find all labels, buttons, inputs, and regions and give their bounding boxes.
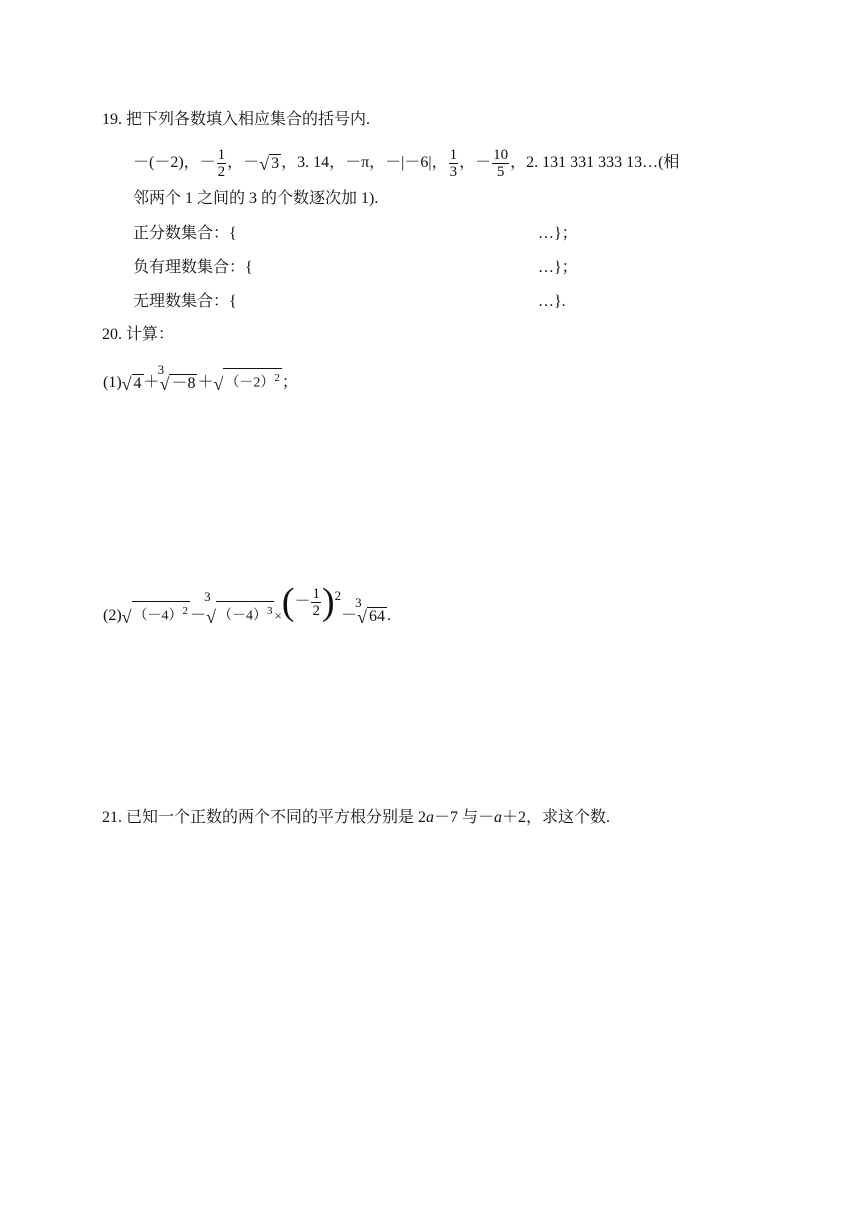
q19-title: 19. 把下列各数填入相应集合的括号内.	[102, 111, 371, 128]
left-paren-icon: (	[281, 581, 295, 623]
frac-denominator: 2	[312, 602, 320, 619]
fraction-one-third	[449, 147, 459, 180]
radicand-base: （－4）	[217, 609, 267, 624]
q19-line2: 邻两个 1 之间的 3 的个数逐次加 1).	[133, 190, 379, 207]
minus-sign: －	[341, 607, 358, 624]
sqrt-neg4-squared	[122, 601, 190, 626]
q21-pre: 21. 已知一个正数的两个不同的平方根分别是 2	[102, 809, 427, 826]
q19-text-e: ，2. 131 331 333 13…(相	[510, 154, 680, 171]
fraction-one-half	[217, 147, 227, 180]
exponent: 2	[274, 372, 280, 384]
radicand: 64	[369, 608, 386, 625]
root-index: 3	[355, 595, 362, 610]
frac-denominator: 2	[217, 163, 226, 180]
set-positive-fractions-end: …}；	[538, 225, 578, 242]
radicand-base: （－4）	[133, 609, 183, 624]
set-positive-fractions-label: 正分数集合：{	[133, 225, 237, 242]
exponent: 2	[334, 588, 342, 603]
radicand	[216, 601, 275, 626]
times-sign: ×	[274, 608, 282, 623]
cube-root-64	[355, 595, 387, 627]
sqrt-4	[122, 374, 144, 393]
right-paren-icon: )	[321, 581, 335, 623]
q19-text-d: ，－	[459, 154, 492, 171]
frac-numerator: 10	[493, 146, 509, 163]
set-irrationals-label: 无理数集合：{	[133, 293, 237, 310]
q19-text-b: ，－	[227, 154, 260, 171]
exponent: 3	[266, 605, 273, 618]
radical-sign-icon: √	[213, 373, 224, 394]
root-index: 3	[157, 361, 165, 377]
radicand-base: （－2）	[225, 375, 275, 391]
part-label: (2)	[103, 607, 122, 624]
radicand	[132, 601, 191, 626]
frac-denominator: 5	[496, 163, 505, 180]
radical-sign-icon: √	[121, 373, 132, 394]
radical-sign-icon: √	[259, 153, 270, 174]
set-negative-rationals-label: 负有理数集合：{	[133, 259, 253, 276]
radical-sign-icon: √	[206, 607, 216, 627]
period: .	[387, 607, 392, 624]
part-label: (1)	[103, 373, 122, 391]
radical-sign-icon: √	[121, 607, 132, 627]
sqrt-3	[259, 154, 281, 173]
variable-a: a	[426, 809, 435, 826]
q19-text-c: ，3. 14，－π，－|－6|，	[281, 154, 448, 171]
q19-text-a: －(－2)，－	[133, 154, 216, 171]
negative-sign: －	[294, 593, 311, 610]
q20-part2-expression	[103, 578, 391, 626]
q20-title: 20. 计算：	[102, 326, 175, 343]
set-irrationals-end: …}.	[538, 293, 566, 310]
radicand: 3	[271, 154, 280, 172]
q21-post: ＋2，求这个数.	[502, 809, 611, 826]
radicand: －8	[171, 374, 196, 392]
fraction-one-half	[311, 586, 321, 619]
sqrt-neg2-squared	[213, 368, 281, 393]
q19-numbers-line	[133, 146, 679, 180]
frac-numerator: 1	[312, 585, 320, 602]
set-negative-rationals-end: …}；	[538, 259, 578, 276]
minus-sign: －	[190, 607, 207, 624]
radicand: 4	[133, 374, 142, 392]
plus-sign: ＋	[143, 373, 160, 391]
cube-root-neg8	[157, 361, 198, 394]
q20-part1-expression	[103, 361, 298, 394]
radicand	[223, 368, 282, 393]
fraction-ten-fifths	[492, 147, 509, 180]
radical-sign-icon: √	[357, 607, 368, 627]
frac-denominator: 3	[449, 163, 458, 180]
frac-numerator: 1	[217, 146, 226, 163]
frac-numerator: 1	[449, 146, 458, 163]
q21-text	[102, 808, 610, 828]
q21-mid: －7 与－	[434, 809, 495, 826]
plus-sign: ＋	[197, 373, 214, 391]
semicolon: ；	[281, 373, 298, 391]
exponent: 2	[182, 605, 189, 618]
variable-a: a	[494, 809, 503, 826]
radical-sign-icon: √	[159, 373, 170, 394]
root-index: 3	[204, 589, 211, 605]
cube-root-neg4-cubed	[204, 589, 274, 627]
